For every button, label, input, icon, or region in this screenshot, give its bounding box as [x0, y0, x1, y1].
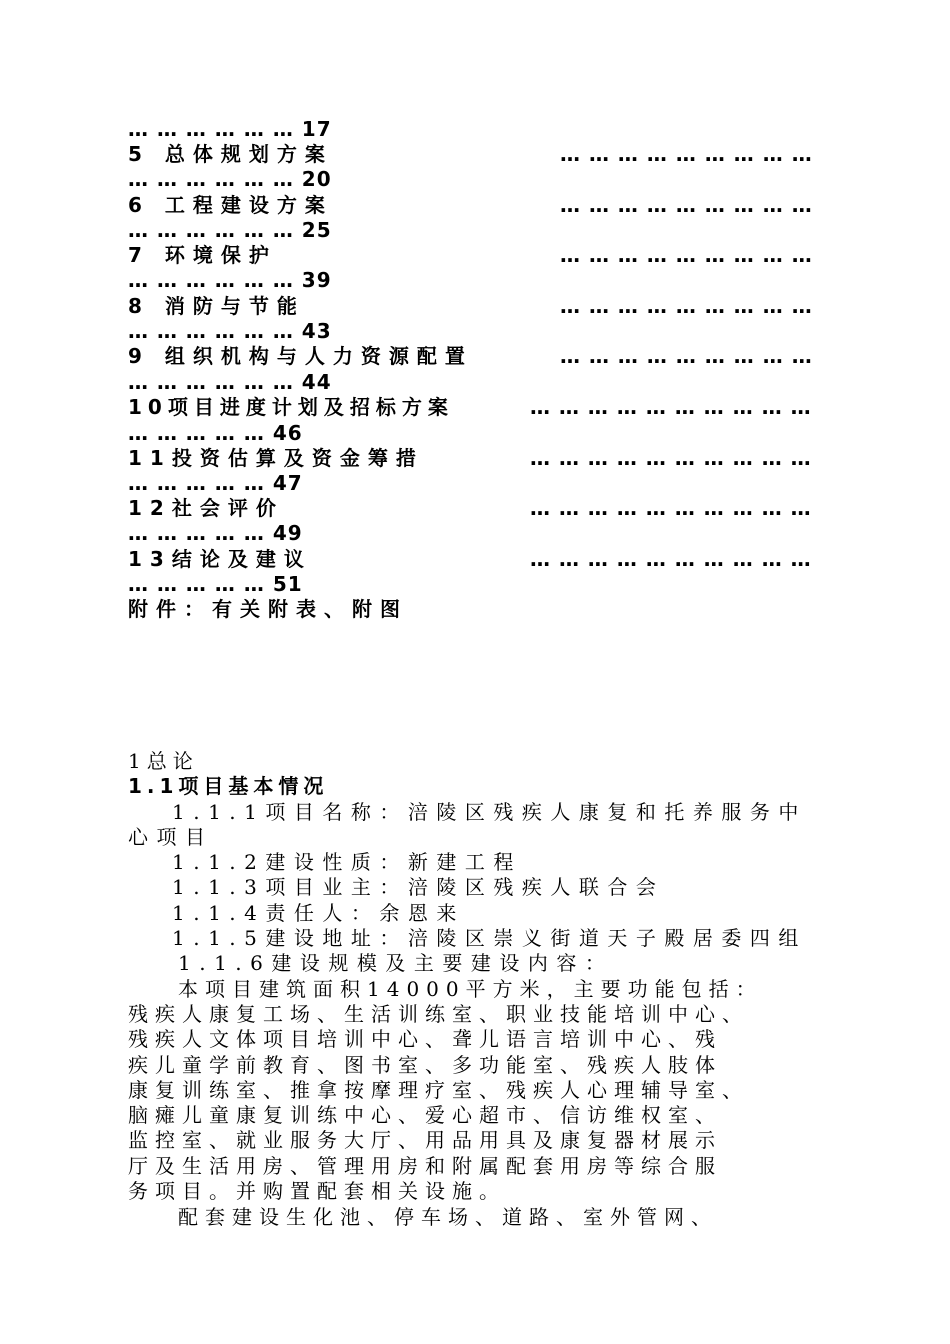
toc-page-line: … … … … … … 39 — [128, 268, 332, 292]
toc-entry-title: 7 环境保护 — [128, 243, 277, 267]
paragraph-line: 康复训练室、推拿按摩理疗室、残疾人心理辅导室、 — [128, 1078, 749, 1102]
paragraph-line: 务项目。并购置配套相关设施。 — [128, 1179, 506, 1203]
toc-entry-title: 8 消防与节能 — [128, 294, 305, 318]
toc-entry-leader: … … … … … … … … … — [560, 243, 813, 267]
subsection-title: 1.1项目基本情况 — [128, 774, 329, 798]
toc-entry-title: 13结论及建议 — [128, 547, 312, 571]
toc-entry-title: 9 组织机构与人力资源配置 — [128, 344, 473, 368]
toc-entry-title: 12社会评价 — [128, 496, 284, 520]
toc-entry-title: 5 总体规划方案 — [128, 142, 333, 166]
toc-entry-leader: … … … … … … … … … … — [530, 446, 812, 470]
toc-entry-leader: … … … … … … … … … — [560, 142, 813, 166]
toc-page-line: … … … … … 46 — [128, 421, 303, 445]
info-item: 1.1.2建设性质：新建工程 — [172, 850, 522, 874]
toc-entry-leader: … … … … … … … … … — [560, 344, 813, 368]
toc-page-line: … … … … … … 44 — [128, 370, 332, 394]
paragraph-line: 疾儿童学前教育、图书室、多功能室、残疾人肢体 — [128, 1053, 722, 1077]
info-item: 1.1.3项目业主：涪陵区残疾人联合会 — [172, 875, 665, 899]
info-item: 1.1.4责任人：余恩来 — [172, 901, 465, 925]
toc-page-line: … … … … … … 17 — [128, 117, 332, 141]
toc-entry-leader: … … … … … … … … … … — [530, 496, 812, 520]
toc-entry-title: 10项目进度计划及招标方案 — [128, 395, 454, 419]
paragraph-line: 厅及生活用房、管理用房和附属配套用房等综合服 — [128, 1154, 722, 1178]
toc-entry-leader: … … … … … … … … … … — [530, 395, 812, 419]
paragraph-line: 残疾人康复工场、生活训练室、职业技能培训中心、 — [128, 1002, 749, 1026]
info-item: 1.1.1项目名称：涪陵区残疾人康复和托养服务中 — [172, 800, 807, 824]
paragraph-line: 脑瘫儿童康复训练中心、爱心超市、信访维权室、 — [128, 1103, 722, 1127]
paragraph-line: 本项目建筑面积14000平方米，主要功能包括： — [178, 977, 763, 1001]
toc-page-line: … … … … … … 20 — [128, 167, 332, 191]
toc-entry-leader: … … … … … … … … … — [560, 294, 813, 318]
toc-appendix: 附件：有关附表、附图 — [128, 597, 408, 621]
info-item: 1.1.6建设规模及主要建设内容： — [178, 951, 614, 975]
toc-page-line: … … … … … 47 — [128, 471, 303, 495]
section-title: 1总论 — [128, 749, 199, 773]
info-item: 1.1.5建设地址：涪陵区崇义街道天子殿居委四组 — [172, 926, 807, 950]
paragraph-line: 配套建设生化池、停车场、道路、室外管网、 — [178, 1205, 718, 1229]
toc-entry-leader: … … … … … … … … … … — [530, 547, 812, 571]
paragraph-line: 残疾人文体项目培训中心、聋儿语言培训中心、残 — [128, 1027, 722, 1051]
toc-page-line: … … … … … … 25 — [128, 218, 332, 242]
toc-page-line: … … … … … 51 — [128, 572, 303, 596]
toc-page-line: … … … … … 49 — [128, 521, 303, 545]
info-item-continued: 心项目 — [128, 825, 214, 849]
paragraph-line: 监控室、就业服务大厅、用品用具及康复器材展示 — [128, 1128, 722, 1152]
toc-page-line: … … … … … … 43 — [128, 319, 332, 343]
toc-entry-title: 6 工程建设方案 — [128, 193, 333, 217]
toc-entry-title: 11投资估算及资金筹措 — [128, 446, 424, 470]
toc-entry-leader: … … … … … … … … … — [560, 193, 813, 217]
